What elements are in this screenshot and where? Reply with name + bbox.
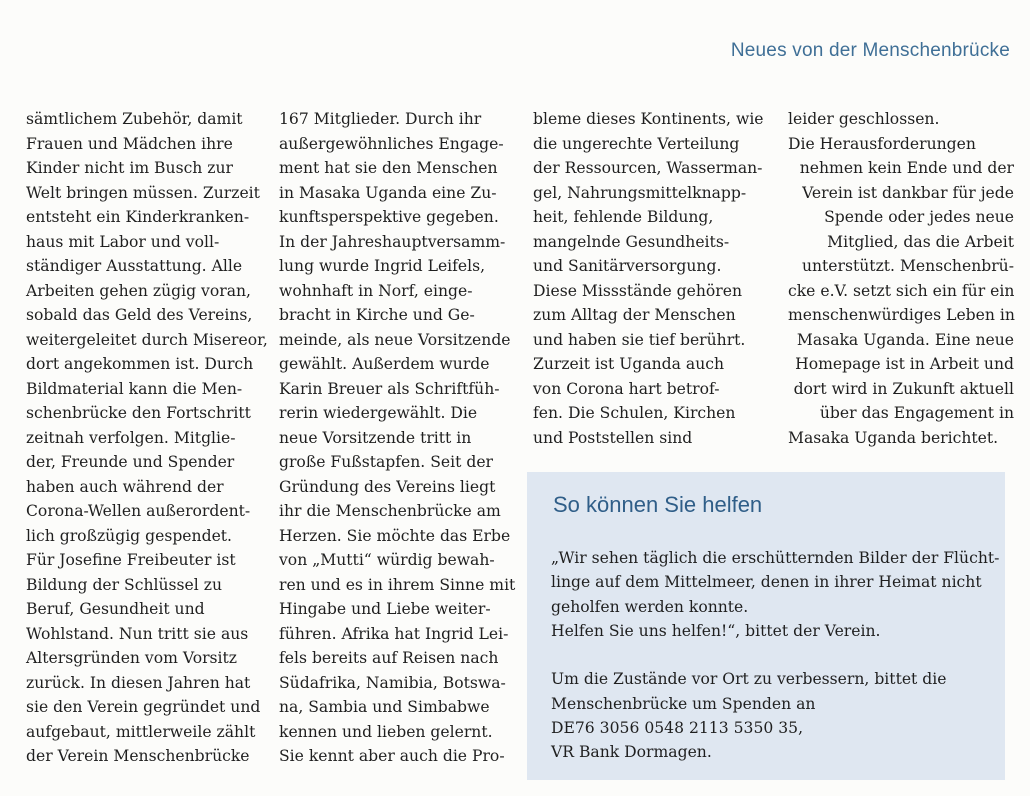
text-line: kunftsperspektive gegeben.	[279, 208, 499, 226]
text-line: leider geschlossen.	[788, 110, 940, 128]
text-line: Bildmaterial kann die Men-	[26, 379, 243, 398]
text-line: zeitnah verfolgen. Mitglie-	[26, 428, 236, 447]
text-line: Verein ist dankbar für jede	[802, 183, 1014, 202]
text-line: sie den Verein gegründet und	[26, 698, 261, 716]
text-line: rerin wiedergewählt. Die	[279, 404, 478, 422]
quote-line: Helfen Sie uns helfen!“, bittet der Verein.	[551, 621, 881, 640]
article-column-2	[279, 107, 516, 769]
text-line: Sie kennt aber auch die Pro-	[279, 747, 505, 765]
text-line: Masaka Uganda. Eine neue	[796, 330, 1014, 349]
text-line: unterstützt. Menschenbrü-	[801, 257, 1014, 275]
text-line: Herzen. Sie möchte das Erbe	[279, 526, 511, 545]
text-line: Kinder nicht im Busch zur	[26, 159, 234, 177]
text-line: Masaka Uganda berichtet.	[788, 428, 999, 447]
text-line: entsteht ein Kinderkranken-	[26, 208, 250, 226]
donation-line: Menschenbrücke um Spenden an	[551, 694, 816, 713]
text-line: haben auch während der	[26, 477, 224, 496]
text-line: bracht in Kirche und Ge-	[279, 306, 475, 324]
text-line: außergewöhnliches Engage-	[279, 134, 504, 153]
text-line: die ungerechte Verteilung	[533, 134, 740, 153]
text-line: in Masaka Uganda eine Zu-	[279, 183, 497, 202]
text-line: Altersgründen vom Vorsitz	[26, 649, 238, 667]
quote-block	[551, 546, 999, 643]
article-column-4	[788, 107, 1014, 450]
text-line: der Ressourcen, Wasserman-	[533, 159, 763, 177]
quote-line: „Wir sehen täglich die erschütternden Bilder der Flücht-	[551, 549, 1000, 567]
text-line: Homepage ist in Arbeit und	[795, 355, 1014, 373]
text-line: Welt bringen müssen. Zurzeit	[26, 183, 260, 202]
text-line: Wohlstand. Nun tritt sie aus	[26, 624, 249, 643]
text-line: wohnhaft in Norf, einge-	[279, 281, 473, 300]
text-line: weitergeleitet durch Misereor,	[26, 330, 268, 349]
text-line: ment hat sie den Menschen	[279, 159, 498, 177]
quote-line: linge auf dem Mittelmeer, denen in ihrer Heimat nicht	[551, 573, 982, 592]
donation-info-box	[527, 472, 1005, 780]
text-line: Corona-Wellen außerordent-	[26, 502, 251, 520]
text-line: gel, Nahrungsmittelknapp-	[533, 183, 747, 202]
text-line: cke e.V. setzt sich ein für ein	[788, 281, 1015, 300]
text-line: Mitglied, das die Arbeit	[827, 232, 1014, 251]
text-line: Karin Breuer als Schriftfüh-	[279, 379, 500, 398]
text-line: Die Herausforderungen	[788, 134, 976, 153]
text-line: nehmen kein Ende und der	[799, 159, 1014, 177]
text-line: meinde, als neue Vorsitzende	[279, 330, 511, 349]
donation-block	[551, 667, 999, 764]
paragraph-gap	[551, 643, 999, 667]
text-line: lich großzügig gespendet.	[26, 526, 233, 545]
text-line: führen. Afrika hat Ingrid Lei-	[279, 624, 509, 643]
text-line: zum Alltag der Menschen	[533, 306, 736, 324]
text-line: über das Engagement in	[819, 404, 1014, 422]
article-column-3	[533, 107, 765, 450]
text-line: In der Jahreshauptversamm-	[279, 232, 506, 251]
text-line: kennen und lieben gelernt.	[279, 722, 493, 741]
text-line: heit, fehlende Bildung,	[533, 208, 714, 226]
text-line: Gründung des Vereins liegt	[279, 477, 496, 496]
text-line: dort angekommen ist. Durch	[26, 355, 254, 373]
text-line: sobald das Geld des Vereins,	[26, 306, 253, 324]
text-line: ren und es in ihrem Sinne mit	[279, 575, 516, 594]
text-line: zurück. In diesen Jahren hat	[26, 673, 251, 692]
text-line: der, Freunde und Spender	[26, 453, 235, 471]
text-line: mangelnde Gesundheits-	[533, 232, 730, 251]
text-line: na, Sambia und Simbabwe	[279, 698, 490, 716]
text-line: von „Mutti“ würdig bewah-	[279, 551, 495, 569]
text-line: gewählt. Außerdem wurde	[279, 355, 490, 373]
text-line: neue Vorsitzende tritt in	[279, 428, 472, 447]
text-line: Südafrika, Namibia, Botswa-	[279, 673, 506, 692]
text-line: haus mit Labor und voll-	[26, 232, 220, 251]
donation-line: Um die Zustände vor Ort zu verbessern, bittet die	[551, 670, 947, 689]
text-line: und Sanitärversorgung.	[533, 257, 722, 275]
text-line: fen. Die Schulen, Kirchen	[533, 404, 736, 422]
text-line: und Poststellen sind	[533, 428, 693, 447]
section-header: Neues von der Menschenbrücke	[730, 40, 1010, 61]
text-line: aufgebaut, mittlerweile zählt	[26, 722, 256, 741]
article-column-1	[26, 107, 268, 769]
quote-line: geholfen werden konnte.	[551, 597, 749, 616]
text-line: Arbeiten gehen zügig voran,	[26, 281, 252, 300]
text-line: Diese Missstände gehören	[533, 281, 743, 300]
text-line: lung wurde Ingrid Leifels,	[279, 257, 486, 275]
text-line: der Verein Menschenbrücke	[26, 747, 250, 765]
text-line: Spende oder jedes neue	[824, 208, 1014, 226]
donation-line: DE76 3056 0548 2113 5350 35,	[551, 719, 804, 738]
text-line: Frauen und Mädchen ihre	[26, 134, 233, 153]
text-line: ihr die Menschenbrücke am	[279, 502, 501, 520]
text-line: Für Josefine Freibeuter ist	[26, 551, 236, 569]
text-line: Zurzeit ist Uganda auch	[533, 355, 725, 373]
help-box-text	[551, 546, 999, 765]
text-line: Hingabe und Liebe weiter-	[279, 600, 491, 618]
text-line: sämtlichem Zubehör, damit	[26, 110, 243, 128]
text-line: fels bereits auf Reisen nach	[279, 649, 499, 667]
text-line: und haben sie tief berührt.	[533, 330, 746, 349]
text-line: ständiger Ausstattung. Alle	[26, 257, 243, 275]
text-line: 167 Mitglieder. Durch ihr	[279, 110, 482, 128]
help-box-title: So können Sie helfen	[553, 492, 763, 517]
text-line: schenbrücke den Fortschritt	[26, 404, 251, 422]
text-line: menschenwürdiges Leben in	[788, 306, 1015, 324]
text-line: Beruf, Gesundheit und	[26, 600, 205, 618]
donation-line: VR Bank Dormagen.	[551, 743, 712, 762]
text-line: bleme dieses Kontinents, wie	[533, 110, 764, 128]
text-line: große Fußstapfen. Seit der	[279, 453, 493, 471]
text-line: dort wird in Zukunft aktuell	[793, 379, 1014, 398]
text-line: von Corona hart betrof-	[533, 379, 720, 398]
text-line: Bildung der Schlüssel zu	[26, 575, 222, 594]
